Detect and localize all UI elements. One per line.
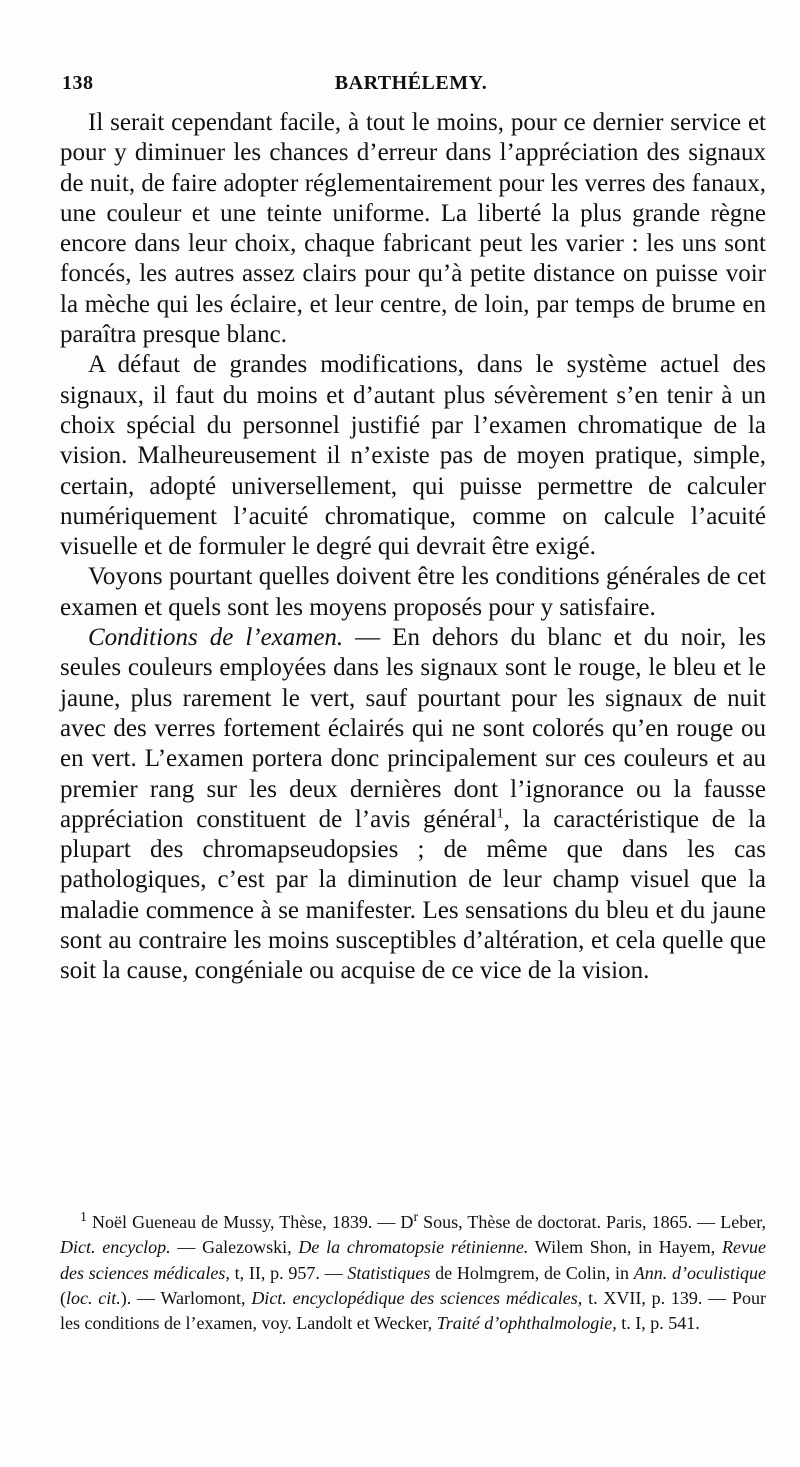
footnote-title: loc. cit. [66,1287,121,1308]
paragraph-4 [60,623,766,987]
paragraph-4-text-a: — En dehors du blanc et du noir, les seules couleurs employées dans les signaux sont le rouge, le bleu et le jaune, plus rarement le vert, sauf pourtant pour les signaux de nuit avec des verres fortement éclairés qui ne sont colorés qu’en rouge ou en vert. L’examen portera donc principalement sur ces couleurs et au premier rang sur les deux dernières dont l’ignorance ou la fausse appréciation constituent de l’avis général [60,624,766,833]
footnote-title: Traité d’ophthalmologie, [436,1313,617,1334]
page-number: 138 [62,72,94,94]
footnote-superscript: r [413,1210,419,1225]
footnote-text: t. I, p. 541. [616,1313,700,1334]
footnote-title: Dict. encyclopédique des sciences médicales, [251,1287,583,1308]
footnote-text: t, II, p. 957. — [229,1262,348,1283]
footnote-text: Sous, Thèse de doctorat. Paris, 1865. — Leber, [418,1212,766,1232]
footnote-text: Noël Gueneau de Mussy, Thèse, 1839. — D [87,1212,414,1232]
running-title: BARTHÉLEMY. [334,72,488,94]
page-header [62,72,760,100]
footnote-title: De la chromatopsie rétinienne. [298,1237,529,1258]
paragraph-1: Il serait cependant facile, à tout le moins, pour ce dernier service et pour y diminuer les chances d’erreur dans l’appréciation des signaux de nuit, de faire adopter réglementairement pour les verres des fanaux, une couleur et une teinte uniforme. La liberté la plus grande règne encore dans leur choix, chaque fabricant peut les varier : les uns sont foncés, les autres assez clairs pour qu’à petite distance on puisse voir la mèche qui les éclaire, et leur centre, de loin, par temps de brume en paraîtra presque blanc. [60,109,766,349]
paragraph-3: Voyons pourtant quelles doivent être les conditions générales de cet examen et quels sont les moyens proposés pour y satisfaire. [60,563,766,621]
footnote-text: Wilem Shon, in Hayem, [528,1237,723,1258]
footnotes [60,1210,766,1336]
main-text [60,108,766,987]
section-heading: Conditions de l’examen. [88,624,344,652]
footnote-title: Ann. d’oculistique [633,1262,766,1283]
footnote-title: Revue des sciences médicales, [60,1237,766,1283]
footnote-reference: 1 [496,806,504,822]
footnote-text: de Holmgrem, de Colin, in [430,1262,634,1283]
paragraph-2: A défaut de grandes modifications, dans le système actuel des signaux, il faut du moins et d’autant plus sévèrement s’en tenir à un choix spécial du personnel justifié par l’examen chromatique de la vision. Malheureusement il n’existe pas de moyen pratique, simple, certain, adopté universellement, qui puisse permettre de calculer numériquement l’acuité chromatique, comme on calcule l’acuité visuelle et de formuler le degré qui devrait être exigé. [60,351,766,561]
footnote-title: Statistiques [347,1262,431,1283]
footnote-title: Dict. encyclop. [60,1237,171,1258]
paragraph-4-text-b: , la caractéristique de la plupart des chromapseudopsies ; de même que dans les cas pathologiques, c’est par la diminution de leur champ visuel que la maladie commence à se manifester. Les sensations du bleu et du jaune sont au contraire les moins susceptibles d’altération, et cela quelle que soit la cause, congéniale ou acquise de ce vice de la vision. [60,805,766,985]
footnote-marker: 1 [80,1210,87,1225]
footnote-text: ). — Warlomont, [120,1287,252,1308]
footnote-text: ( [60,1287,66,1308]
footnote-text: t. XVII, p. 139. — Pour les conditions de l’examen, voy. Landolt et Wecker, [60,1287,766,1334]
footnote-text: — Galezowski, [170,1237,299,1258]
footnote-1 [60,1210,766,1336]
